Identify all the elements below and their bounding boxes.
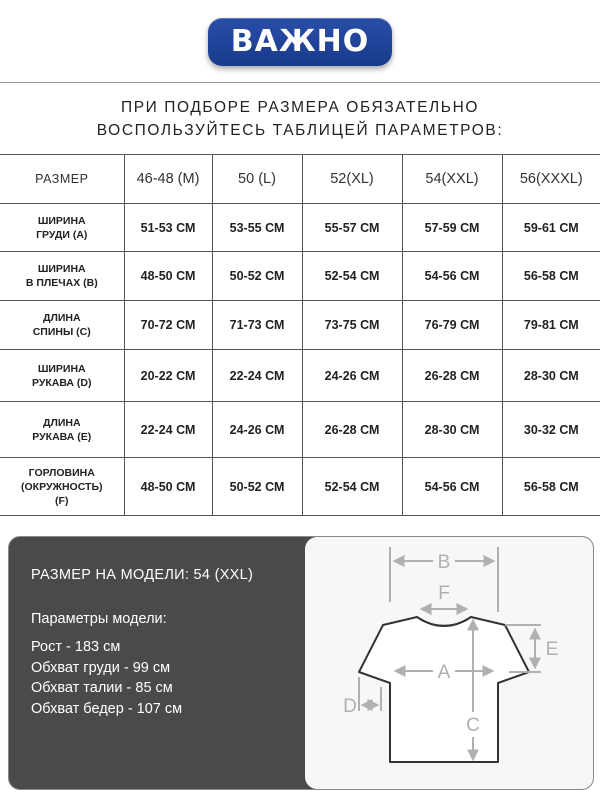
param-label <box>0 204 124 252</box>
table-cell: 26-28 СМ <box>302 402 402 458</box>
param-label-line: ДЛИНА <box>42 312 81 324</box>
table-cell: 50-52 СМ <box>212 458 302 516</box>
table-cell: 54-56 СМ <box>402 252 502 301</box>
param-label-line: СПИНЫ (C) <box>32 326 91 338</box>
tshirt-outline <box>359 617 529 762</box>
param-label <box>0 350 124 402</box>
size-header: 56(XXXL) <box>502 155 600 204</box>
table-cell: 55-57 СМ <box>302 204 402 252</box>
table-row <box>0 402 600 458</box>
notice-line-2: ВОСПОЛЬЗУЙТЕСЬ ТАБЛИЦЕЙ ПАРАМЕТРОВ: <box>96 122 504 139</box>
param-label-line: ГОРЛОВИНА <box>28 466 95 479</box>
table-cell: 79-81 СМ <box>502 301 600 350</box>
table-cell: 71-73 СМ <box>212 301 302 350</box>
label-c: C <box>466 715 480 736</box>
divider <box>0 82 600 83</box>
table-row <box>0 204 600 252</box>
model-measure-chest: Обхват груди - 99 см <box>31 659 171 676</box>
notice-text <box>0 96 600 142</box>
table-cell: 30-32 СМ <box>502 402 600 458</box>
model-measure-waist: Обхват талии - 85 см <box>31 680 173 696</box>
size-header: 50 (L) <box>212 155 302 204</box>
notice-line-1: ПРИ ПОДБОРЕ РАЗМЕРА ОБЯЗАТЕЛЬНО <box>120 99 480 116</box>
table-cell: 59-61 СМ <box>502 204 600 252</box>
param-label-line: ГРУДИ (A) <box>36 228 88 241</box>
table-cell: 26-28 СМ <box>402 350 502 402</box>
param-label <box>0 301 124 350</box>
table-cell: 56-58 СМ <box>502 252 600 301</box>
param-label-line: ШИРИНА <box>37 362 86 375</box>
size-table <box>0 154 600 516</box>
size-header: 54(XXL) <box>402 155 502 204</box>
table-cell: 57-59 СМ <box>402 204 502 252</box>
table-cell: 54-56 СМ <box>402 458 502 516</box>
important-badge: ВАЖНО <box>208 18 392 66</box>
table-cell: 28-30 СМ <box>402 402 502 458</box>
table-row <box>0 301 600 350</box>
label-d: D <box>343 696 357 717</box>
tshirt-diagram <box>305 537 593 789</box>
table-cell: 53-55 СМ <box>212 204 302 252</box>
label-e: E <box>545 639 559 660</box>
table-cell: 22-24 СМ <box>124 402 212 458</box>
model-measure-height: Рост - 183 см <box>31 639 121 655</box>
param-label <box>0 252 124 301</box>
model-params-label: Параметры модели: <box>31 611 167 627</box>
tshirt-diagram-svg <box>305 537 593 789</box>
table-cell: 76-79 СМ <box>402 301 502 350</box>
label-f: F <box>438 583 450 604</box>
table-cell: 56-58 СМ <box>502 458 600 516</box>
table-cell: 70-72 СМ <box>124 301 212 350</box>
label-b: B <box>437 552 451 573</box>
model-measures <box>31 637 182 719</box>
table-header-row <box>0 155 600 204</box>
table-row <box>0 458 600 516</box>
param-label-line: (ОКРУЖНОСТЬ) <box>21 480 103 493</box>
model-size: РАЗМЕР НА МОДЕЛИ: 54 (XXL) <box>31 567 254 583</box>
model-measure-hips: Обхват бедер - 107 см <box>31 700 183 717</box>
param-label <box>0 458 124 516</box>
param-label-line: ДЛИНА <box>42 416 81 429</box>
header <box>0 18 600 66</box>
param-label-line: (F) <box>55 494 69 507</box>
table-cell: 24-26 СМ <box>212 402 302 458</box>
param-label-line: ШИРИНА <box>37 263 86 275</box>
table-cell: 24-26 СМ <box>302 350 402 402</box>
size-header: 52(XL) <box>302 155 402 204</box>
table-cell: 20-22 СМ <box>124 350 212 402</box>
table-cell: 52-54 СМ <box>302 458 402 516</box>
size-header: 46-48 (M) <box>124 155 212 204</box>
table-row <box>0 350 600 402</box>
table-row <box>0 252 600 301</box>
model-panel <box>8 536 594 790</box>
table-cell: 52-54 СМ <box>302 252 402 301</box>
table-cell: 48-50 СМ <box>124 252 212 301</box>
table-cell: 28-30 СМ <box>502 350 600 402</box>
param-label <box>0 402 124 458</box>
table-cell: 48-50 СМ <box>124 458 212 516</box>
param-label-line: В ПЛЕЧАХ (B) <box>25 277 98 289</box>
model-info <box>9 537 305 789</box>
table-cell: 50-52 СМ <box>212 252 302 301</box>
table-cell: 22-24 СМ <box>212 350 302 402</box>
table-cell: 73-75 СМ <box>302 301 402 350</box>
param-label-line: РУКАВА (D) <box>31 376 92 389</box>
param-label-line: ШИРИНА <box>37 214 86 227</box>
label-a: A <box>437 662 451 683</box>
table-cell: 51-53 СМ <box>124 204 212 252</box>
size-column-header: РАЗМЕР <box>0 155 124 204</box>
param-label-line: РУКАВА (E) <box>32 430 92 443</box>
